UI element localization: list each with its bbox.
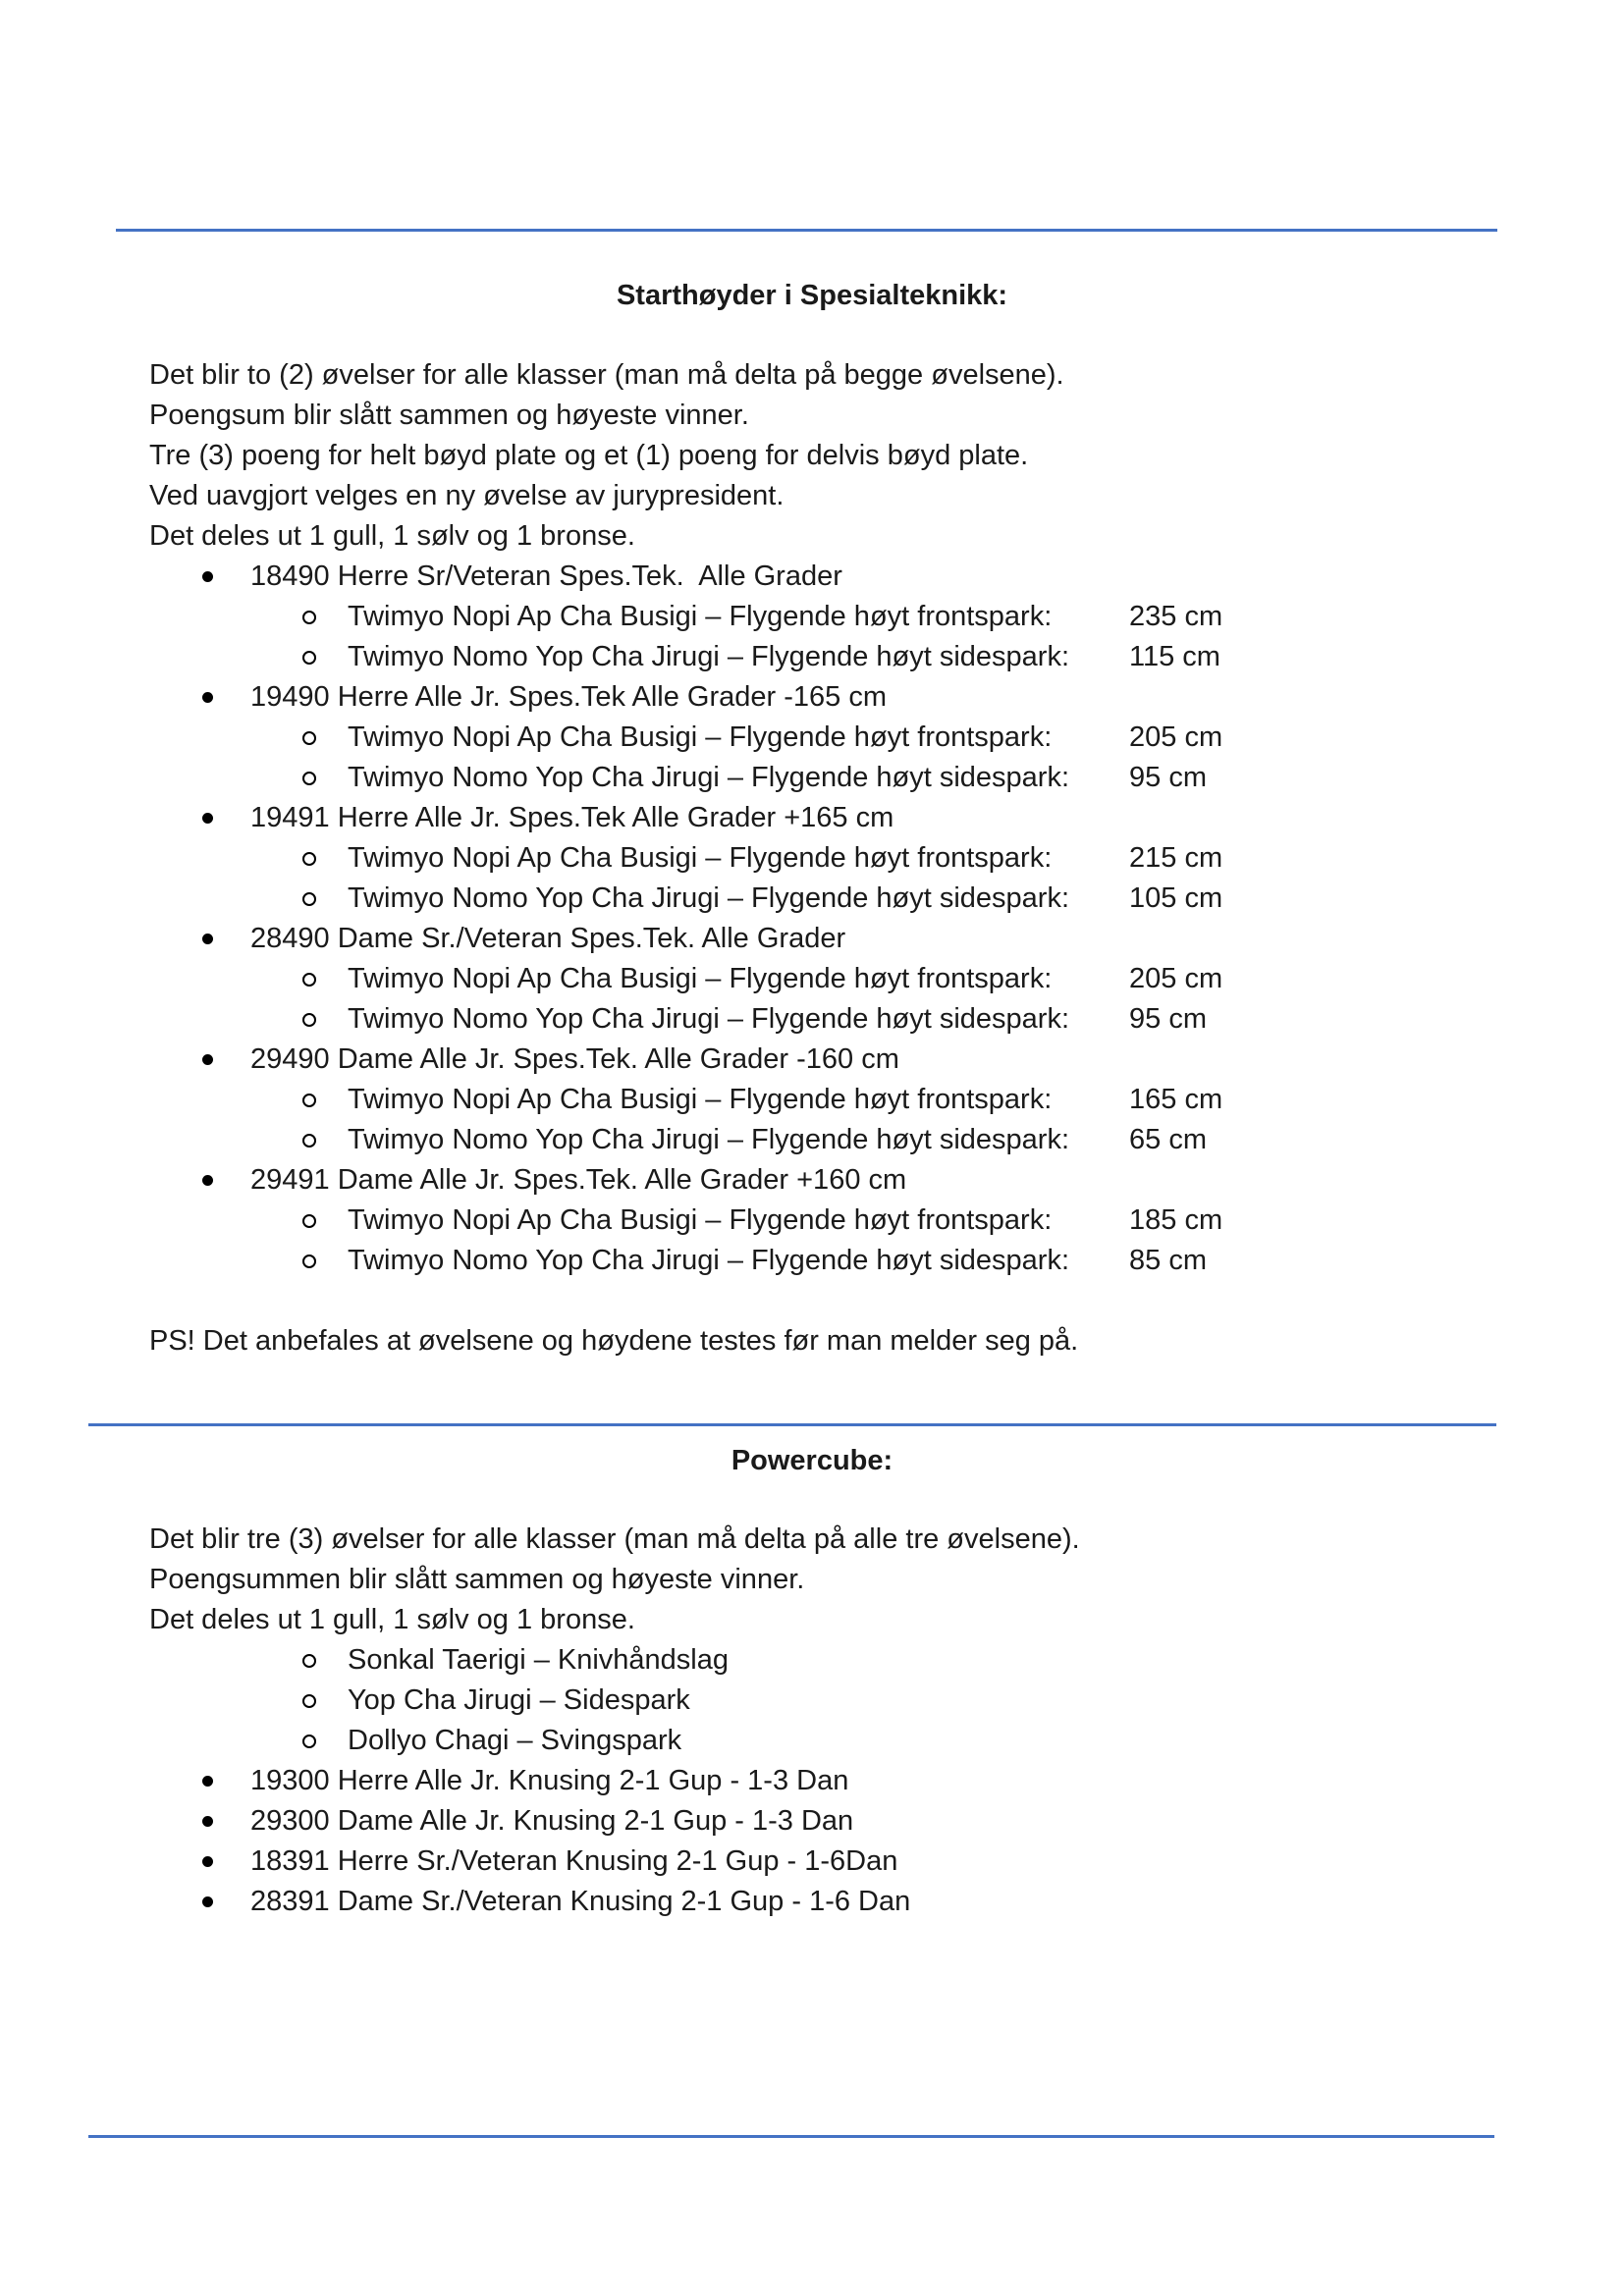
height-value: 65 cm: [1129, 1124, 1207, 1155]
spesialteknikk-class-list: [0, 557, 1624, 1281]
height-value: 205 cm: [1129, 963, 1223, 994]
class-name: 28391 Dame Sr./Veteran Knusing 2-1 Gup - 1-6 Dan: [250, 1886, 911, 1917]
height-value: 85 cm: [1129, 1245, 1207, 1276]
horizontal-rule-middle: [88, 1423, 1496, 1426]
class-item: [201, 1040, 1624, 1080]
bullet-dot-icon: [202, 692, 213, 703]
exercise-item: [302, 1640, 1624, 1681]
bullet-circle-icon: [302, 1134, 316, 1148]
technique-row: [302, 838, 1624, 879]
bullet-dot-icon: [202, 1856, 213, 1867]
powercube-exercise-list: [0, 1640, 1624, 1761]
technique-label: Twimyo Nomo Yop Cha Jirugi – Flygende høyt sidespark:: [348, 882, 1070, 914]
technique-label: Twimyo Nopi Ap Cha Busigi – Flygende høyt frontspark:: [348, 721, 1053, 753]
technique-label: Twimyo Nopi Ap Cha Busigi – Flygende høyt frontspark:: [348, 1084, 1053, 1115]
technique-row: [302, 597, 1624, 637]
bullet-dot-icon: [202, 1776, 213, 1787]
bullet-circle-icon: [302, 651, 316, 665]
height-value: 215 cm: [1129, 842, 1223, 874]
height-value: 115 cm: [1129, 641, 1220, 672]
exercise-label: Dollyo Chagi – Svingspark: [348, 1725, 682, 1756]
technique-label: Twimyo Nopi Ap Cha Busigi – Flygende høyt frontspark:: [348, 601, 1053, 632]
class-name: 29490 Dame Alle Jr. Spes.Tek. Alle Grader -160 cm: [250, 1043, 899, 1075]
technique-row: [302, 1201, 1624, 1241]
class-name: 28490 Dame Sr./Veteran Spes.Tek. Alle Grader: [250, 923, 846, 954]
technique-row: [302, 999, 1624, 1040]
class-name: 29300 Dame Alle Jr. Knusing 2-1 Gup - 1-3 Dan: [250, 1805, 854, 1837]
class-item: [201, 677, 1624, 718]
class-item: [201, 1801, 1624, 1842]
bullet-dot-icon: [202, 1175, 213, 1186]
technique-label: Twimyo Nomo Yop Cha Jirugi – Flygende høyt sidespark:: [348, 1003, 1070, 1035]
horizontal-rule-top: [116, 229, 1497, 232]
bullet-circle-icon: [302, 1735, 316, 1748]
technique-label: Twimyo Nomo Yop Cha Jirugi – Flygende høyt sidespark:: [348, 1245, 1070, 1276]
powercube-class-list: [0, 1761, 1624, 1922]
technique-row: [302, 1080, 1624, 1120]
technique-row: [302, 1120, 1624, 1160]
class-item: [201, 919, 1624, 959]
bullet-circle-icon: [302, 772, 316, 785]
class-name: 19490 Herre Alle Jr. Spes.Tek Alle Grader -165 cm: [250, 681, 887, 713]
bullet-circle-icon: [302, 1214, 316, 1228]
horizontal-rule-bottom: [88, 2135, 1494, 2138]
bullet-circle-icon: [302, 1654, 316, 1668]
technique-row: [302, 1241, 1624, 1281]
bullet-circle-icon: [302, 611, 316, 624]
technique-row: [302, 879, 1624, 919]
technique-row: [302, 758, 1624, 798]
exercise-item: [302, 1721, 1624, 1761]
exercise-label: Sonkal Taerigi – Knivhåndslag: [348, 1644, 730, 1676]
class-item: [201, 1882, 1624, 1922]
height-value: 165 cm: [1129, 1084, 1223, 1115]
bullet-dot-icon: [202, 934, 213, 944]
technique-row: [302, 959, 1624, 999]
bullet-circle-icon: [302, 1255, 316, 1268]
exercise-item: [302, 1681, 1624, 1721]
bullet-circle-icon: [302, 1694, 316, 1708]
height-value: 95 cm: [1129, 762, 1207, 793]
spesialteknikk-note: PS! Det anbefales at øvelsene og høydene testes før man melder seg på.: [149, 1325, 1079, 1357]
section-title-spesialteknikk: Starthøyder i Spesialteknikk:: [616, 280, 1008, 311]
height-value: 205 cm: [1129, 721, 1223, 753]
technique-label: Twimyo Nomo Yop Cha Jirugi – Flygende høyt sidespark:: [348, 762, 1070, 793]
technique-label: Twimyo Nopi Ap Cha Busigi – Flygende høyt frontspark:: [348, 1204, 1053, 1236]
technique-row: [302, 637, 1624, 677]
bullet-dot-icon: [202, 571, 213, 582]
height-value: 185 cm: [1129, 1204, 1223, 1236]
bullet-dot-icon: [202, 1896, 213, 1907]
class-name: 18490 Herre Sr/Veteran Spes.Tek. Alle Grader: [250, 561, 842, 592]
height-value: 105 cm: [1129, 882, 1223, 914]
exercise-label: Yop Cha Jirugi – Sidespark: [348, 1684, 690, 1716]
intro-line: Det deles ut 1 gull, 1 sølv og 1 bronse.: [149, 1604, 635, 1635]
class-name: 19491 Herre Alle Jr. Spes.Tek Alle Grader +165 cm: [250, 802, 894, 833]
technique-row: [302, 718, 1624, 758]
height-value: 235 cm: [1129, 601, 1223, 632]
technique-label: Twimyo Nomo Yop Cha Jirugi – Flygende høyt sidespark:: [348, 1124, 1070, 1155]
spesialteknikk-intro: [0, 355, 1624, 557]
technique-label: Twimyo Nopi Ap Cha Busigi – Flygende høyt frontspark:: [348, 842, 1053, 874]
intro-line: Det blir tre (3) øvelser for alle klasser (man må delta på alle tre øvelsene).: [149, 1523, 1080, 1555]
class-item: [201, 557, 1624, 597]
bullet-dot-icon: [202, 1816, 213, 1827]
bullet-circle-icon: [302, 892, 316, 906]
powercube-intro: [0, 1520, 1624, 1640]
bullet-circle-icon: [302, 1013, 316, 1027]
intro-line: Det deles ut 1 gull, 1 sølv og 1 bronse.: [149, 520, 635, 552]
bullet-dot-icon: [202, 1054, 213, 1065]
technique-label: Twimyo Nomo Yop Cha Jirugi – Flygende høyt sidespark:: [348, 641, 1070, 672]
height-value: 95 cm: [1129, 1003, 1207, 1035]
class-name: 29491 Dame Alle Jr. Spes.Tek. Alle Grader +160 cm: [250, 1164, 907, 1196]
bullet-circle-icon: [302, 973, 316, 987]
intro-line: Poengsum blir slått sammen og høyeste vinner.: [149, 400, 749, 431]
bullet-circle-icon: [302, 1094, 316, 1107]
intro-line: Tre (3) poeng for helt bøyd plate og et (1) poeng for delvis bøyd plate.: [149, 440, 1029, 471]
class-name: 19300 Herre Alle Jr. Knusing 2-1 Gup - 1-3 Dan: [250, 1765, 849, 1796]
class-item: [201, 1842, 1624, 1882]
bullet-circle-icon: [302, 852, 316, 866]
intro-line: Poengsummen blir slått sammen og høyeste vinner.: [149, 1564, 805, 1595]
bullet-dot-icon: [202, 813, 213, 824]
intro-line: Det blir to (2) øvelser for alle klasser (man må delta på begge øvelsene).: [149, 359, 1064, 391]
class-item: [201, 798, 1624, 838]
intro-line: Ved uavgjort velges en ny øvelse av jurypresident.: [149, 480, 785, 511]
section-title-powercube: Powercube:: [731, 1445, 893, 1476]
class-item: [201, 1761, 1624, 1801]
class-item: [201, 1160, 1624, 1201]
class-name: 18391 Herre Sr./Veteran Knusing 2-1 Gup - 1-6Dan: [250, 1845, 898, 1877]
bullet-circle-icon: [302, 731, 316, 745]
technique-label: Twimyo Nopi Ap Cha Busigi – Flygende høyt frontspark:: [348, 963, 1053, 994]
